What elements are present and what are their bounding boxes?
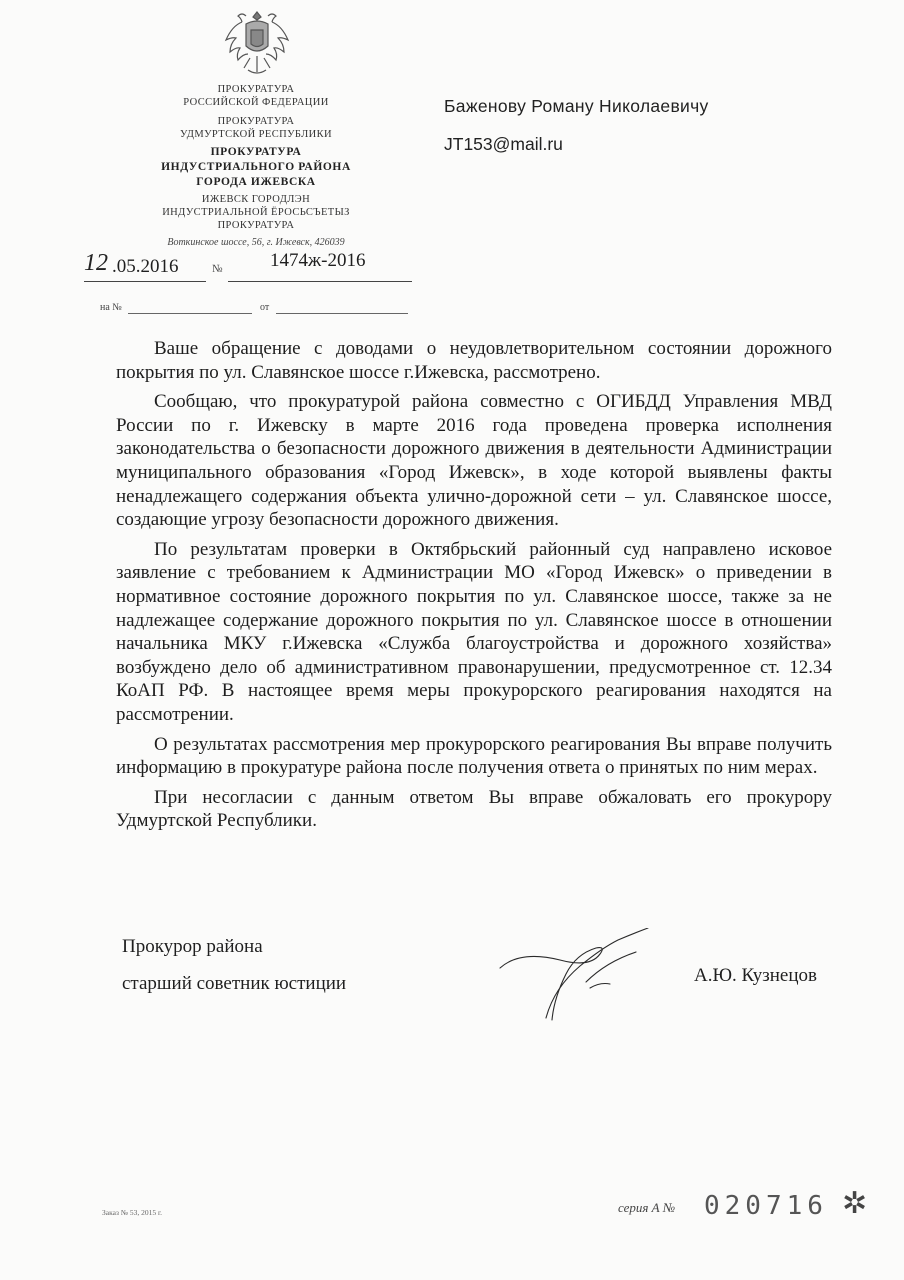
date-value: .05.2016 — [112, 256, 179, 277]
ot-label: от — [260, 302, 270, 313]
letter-body — [116, 337, 832, 839]
asterisk-mark-icon: ✲ — [842, 1187, 868, 1220]
header-line-udmurt: УДМУРТСКОЙ РЕСПУБЛИКИ — [180, 129, 332, 140]
signer-rank: старший советник юстиции — [122, 973, 347, 994]
na-label: на № — [100, 302, 122, 313]
signer-position: Прокурор района — [122, 936, 263, 957]
addressee-name: Баженову Роману Николаевичу — [444, 96, 709, 116]
reference-row — [100, 300, 420, 318]
header-line-udm-2: ИНДУСТРИАЛЬНОЙ ЁРОСЬСЪЕТЫЗ — [162, 207, 350, 218]
date-number-row — [84, 250, 414, 286]
header-line-prokuratura-2: ПРОКУРАТУРА — [217, 116, 295, 127]
print-order-note: Заказ № 53, 2015 г. — [102, 1208, 163, 1217]
header-line-prokuratura-3: ПРОКУРАТУРА — [210, 146, 302, 158]
signer-name: А.Ю. Кузнецов — [694, 965, 817, 986]
paragraph: Сообщаю, что прокуратурой района совместно с ОГИБДД Управления МВД России по г. Ижевску в марте 2016 года проведена проверка исполнения законодательства о безопасности дорожного движения в деятельности Администрации муниципального образования «Город Ижевск», в ходе которой выявлены факты ненадлежащего содержания объекта улично-дорожной сети – ул. Славянское шоссе, создающие угрозу безопасности дорожного движения. — [116, 391, 832, 531]
series-number: 020716 — [704, 1191, 828, 1221]
paragraph: При несогласии с данным ответом Вы вправе обжаловать его прокурору Удмуртской Республики. — [116, 786, 832, 832]
header-line-prokuratura-1: ПРОКУРАТУРА — [217, 84, 295, 95]
paragraph: О результатах рассмотрения мер прокурорского реагирования Вы вправе получить информацию в прокуратуре района после получения ответа о принятых по ним мерах. — [116, 733, 832, 779]
header-line-udm-3: ПРОКУРАТУРА — [217, 220, 295, 231]
series-label: серия А № — [618, 1200, 676, 1215]
header-line-rf: РОССИЙСКОЙ ФЕДЕРАЦИИ — [183, 97, 329, 108]
header-line-district: ИНДУСТРИАЛЬНОГО РАЙОНА — [161, 161, 351, 173]
state-emblem-icon — [222, 6, 292, 84]
addressee-email: JT153@mail.ru — [444, 134, 563, 154]
number-sign: № — [212, 263, 223, 275]
paragraph: Ваше обращение с доводами о неудовлетворительном состоянии дорожного покрытия по ул. Славянское шоссе г.Ижевска, рассмотрено. — [116, 338, 832, 383]
paragraph: По результатам проверки в Октябрьский районный суд направлено исковое заявление с требованием к Администрации МО «Город Ижевск» о приведении в нормативное состояние дорожного покрытия по ул. Славянское шоссе, также за не надлежащее содержание дорожного покрытия по ул. Славянское шоссе в отношении начальника МКУ г.Ижевска «Служба благоустройства и дорожного хозяйства» возбуждено дело об административном правонарушении, предусмотренное ст. 12.34 КоАП РФ. В настоящее время меры прокурорского реагирования находятся на рассмотрении. — [116, 538, 832, 725]
handwritten-signature — [490, 928, 670, 1038]
outgoing-number: 1474ж-2016 — [270, 250, 366, 271]
header-address: Воткинское шоссе, 56, г. Ижевск, 426039 — [167, 237, 345, 248]
header-line-udm-1: ИЖЕВСК ГОРОДЛЭН — [201, 194, 311, 205]
header-line-city: ГОРОДА ИЖЕВСКА — [196, 176, 316, 188]
date-day-handwritten: 12 — [84, 250, 108, 276]
